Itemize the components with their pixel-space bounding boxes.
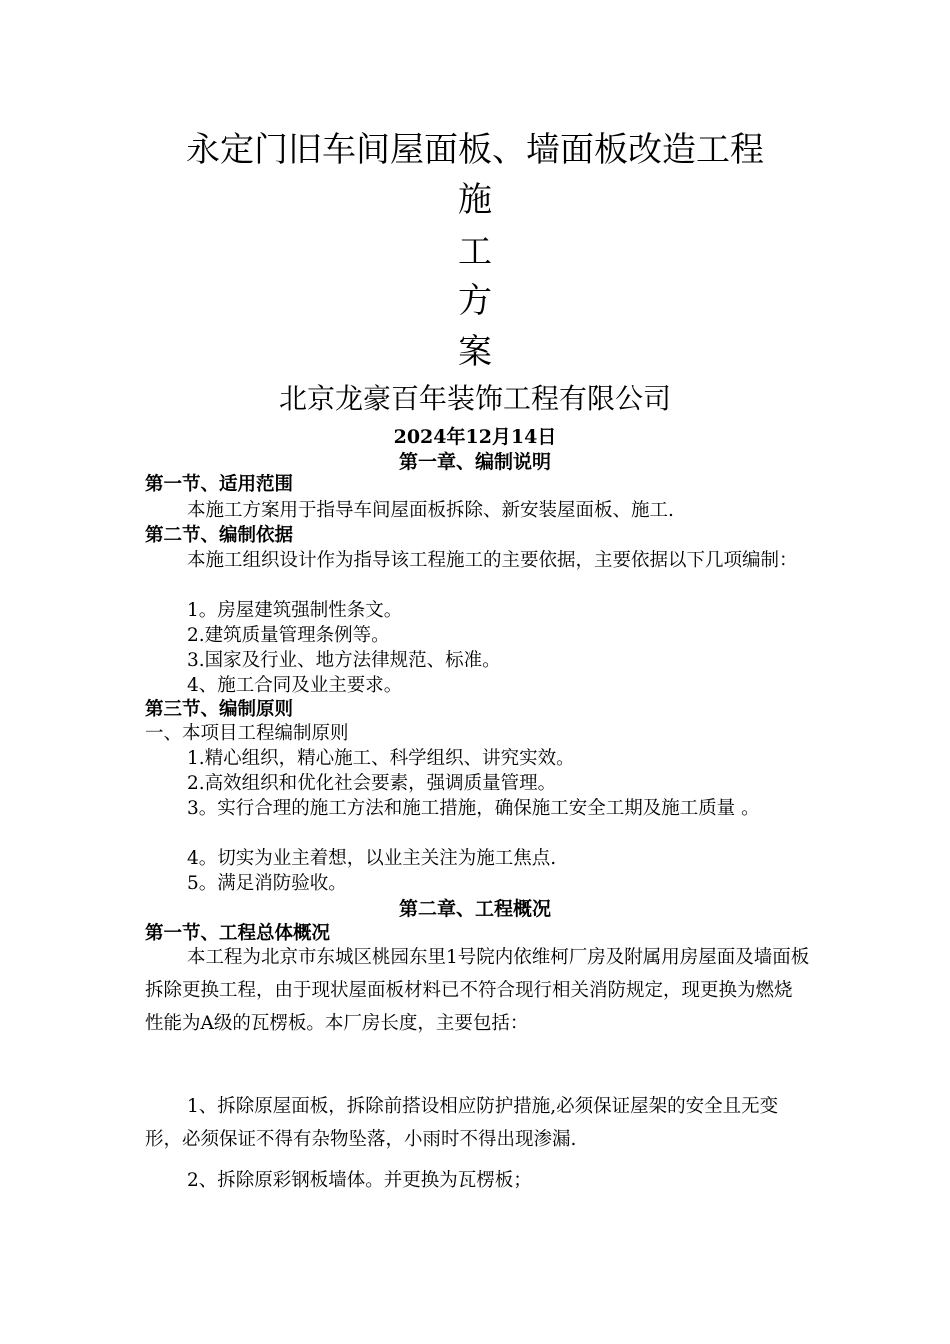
document-title: 永定门旧车间屋面板、墙面板改造工程 [186,130,764,170]
company-name: 北京龙豪百年装饰工程有限公司 [278,382,671,415]
basis-item-4: 4、施工合同及业主要求。 [187,675,403,696]
section-1-1-title: 第一节、适用范围 [145,474,294,495]
title-char-4: 案 [458,332,492,372]
title-char-3: 方 [458,281,492,321]
overview-paragraph-2: 1、拆除原屋面板，拆除前搭设相应防护措施,必须保证屋架的安全且无变形，必须保证不得有杂物坠落，小雨时不得出现渗漏. [145,1096,779,1150]
section-1-2-text: 本施工组织设计作为指导该工程施工的主要依据，主要依据以下几项编制： [187,550,798,571]
basis-item-2: 2.建筑质量管理条例等。 [187,625,390,646]
section-1-1-text: 本施工方案用于指导车间屋面板拆除、新安装屋面板、施工. [187,500,674,521]
section-1-3-title: 第三节、编制原则 [145,699,294,720]
section-1-2-title: 第二节、编制依据 [145,525,294,546]
principle-item-3: 3。实行合理的施工方法和施工措施，确保施工安全工期及施工质量 。 [187,798,760,819]
basis-item-1: 1。房屋建筑强制性条文。 [187,600,403,621]
overview-paragraph-3: 2、拆除原彩钢板墙体。并更换为瓦楞板； [187,1170,532,1191]
document-date: 2024年12月14日 [393,426,557,448]
title-char-2: 工 [458,232,492,272]
principle-item-1: 1.精心组织，精心施工、科学组织、讲究实效。 [187,748,575,769]
overview-paragraph-1: 本工程为北京市东城区桃园东里1号院内依维柯厂房及附属用房屋面及墙面板拆除更换工程，由于现状屋面板材料已不符合现行相关消防规定，现更换为燃烧性能为A级的瓦楞板。本厂房长度，主要包括： [145,947,810,1034]
principle-item-2: 2.高效组织和优化社会要素，强调质量管理。 [187,773,557,794]
chapter-2-title: 第二章、工程概况 [398,898,551,920]
principle-item-4: 4。切实为业主着想，以业主关注为施工焦点. [187,848,557,869]
section-1-3-subtitle: 一、本项目工程编制原则 [145,723,349,744]
basis-item-3: 3.国家及行业、地方法律规范、标准。 [187,650,501,671]
section-2-1-title: 第一节、工程总体概况 [145,923,331,944]
principle-item-5: 5。满足消防验收。 [187,873,347,894]
title-char-1: 施 [458,180,492,220]
chapter-1-title: 第一章、编制说明 [398,451,551,473]
